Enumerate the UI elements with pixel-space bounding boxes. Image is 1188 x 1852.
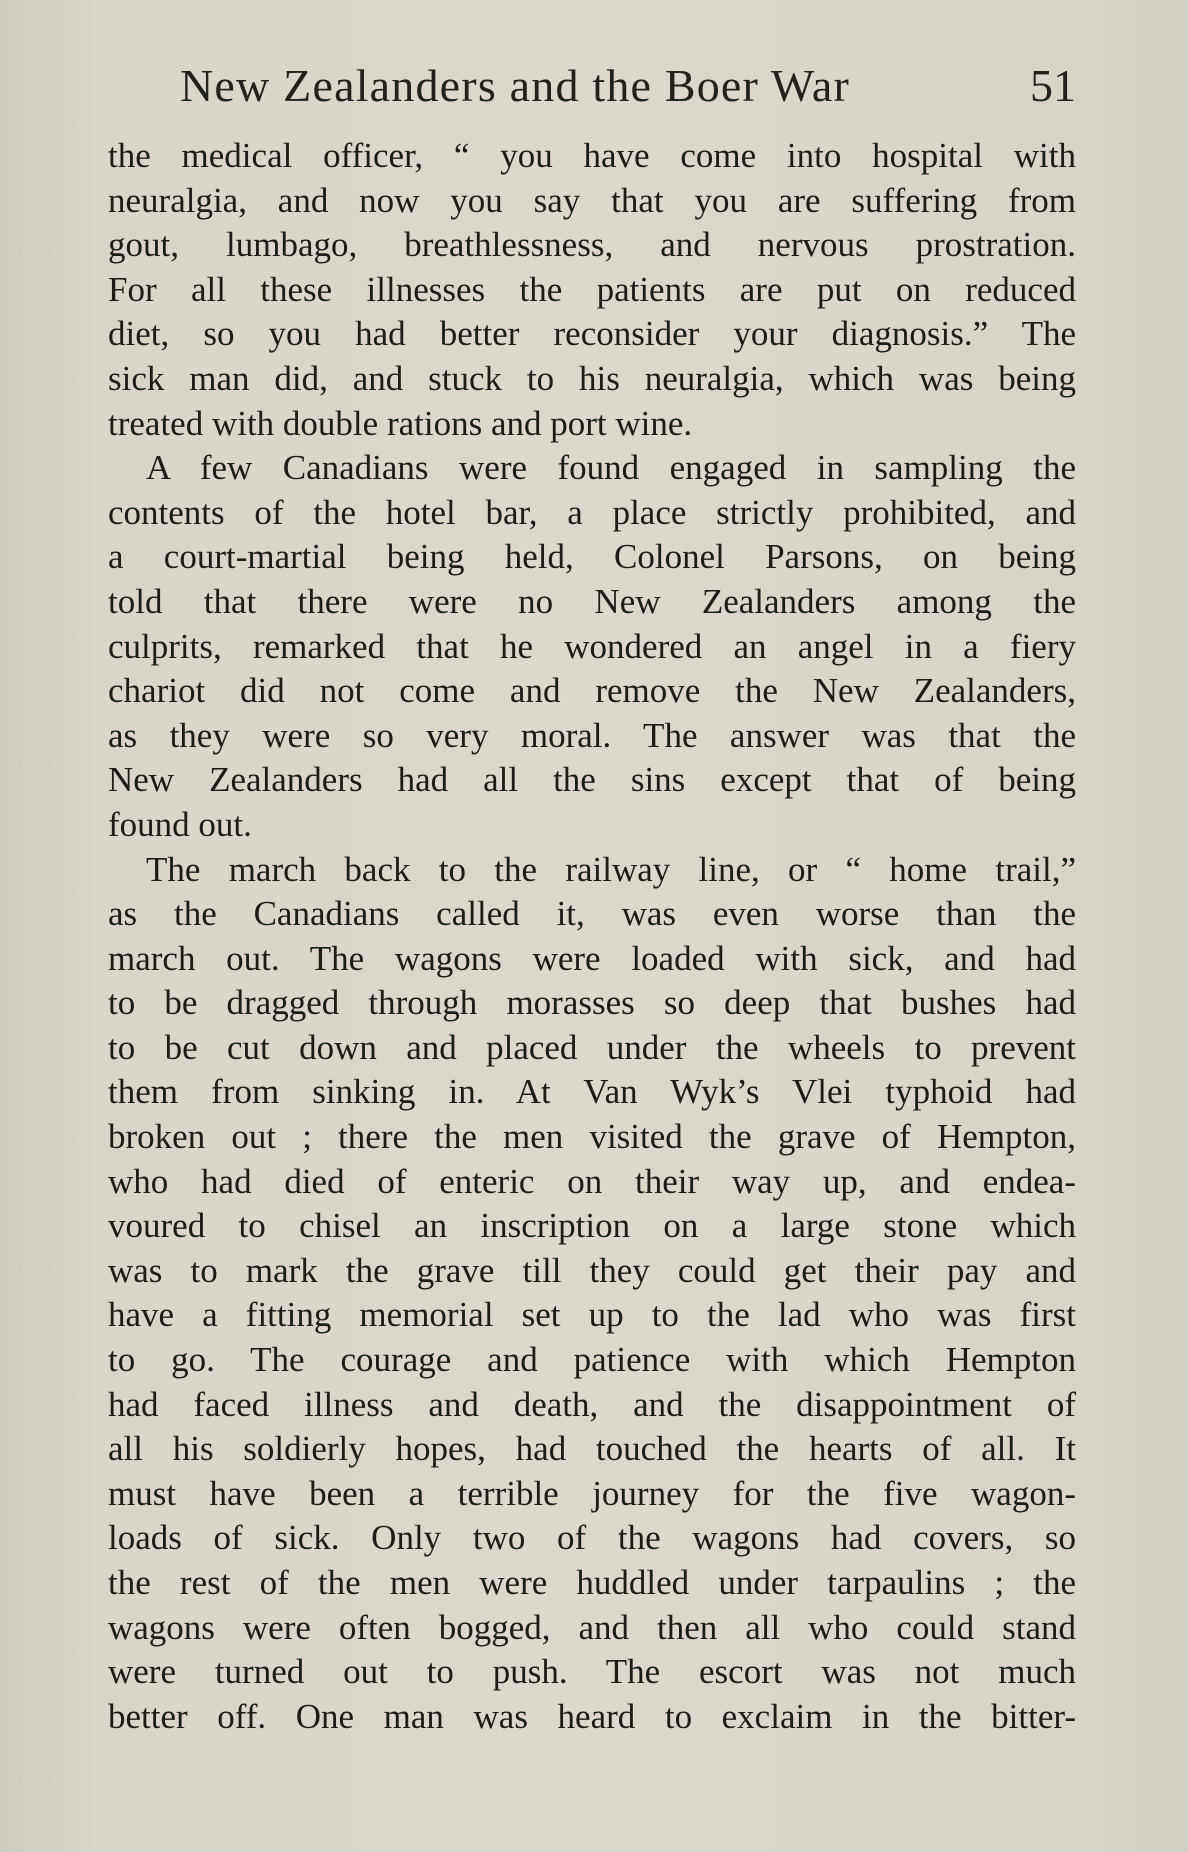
text-line: culprits, remarked that he wondered an angel in a fiery: [108, 626, 1076, 666]
text-line: chariot did not come and remove the New Zealanders,: [108, 671, 1076, 711]
text-line: A few Canadians were found engaged in sampling the: [146, 448, 1076, 488]
text-line: the medical officer, “ you have come into hospital with: [108, 136, 1076, 175]
text-line: a court-martial being held, Colonel Parsons, on being: [108, 537, 1076, 577]
text-line: The march back to the railway line, or “ home trail,”: [146, 849, 1076, 889]
text-line: the rest of the men were huddled under tarpaulins ; the: [108, 1563, 1076, 1602]
text-line: to be dragged through morasses so deep that bushes had: [108, 983, 1076, 1023]
text-line: have a fitting memorial set up to the lad who was first: [108, 1295, 1076, 1335]
text-line: neuralgia, and now you say that you are suffering from: [108, 180, 1076, 220]
text-line: loads of sick. Only two of the wagons had covers, so: [108, 1518, 1076, 1558]
body-text: [108, 134, 1076, 1739]
text-line: to be cut down and placed under the wheels to prevent: [108, 1027, 1076, 1067]
text-line: gout, lumbago, breathlessness, and nervous prostration.: [108, 225, 1076, 265]
text-line: as the Canadians called it, was even worse than the: [108, 894, 1076, 934]
text-line: broken out ; there the men visited the grave of Hempton,: [108, 1117, 1076, 1157]
text-line: found out.: [108, 804, 252, 844]
running-title: New Zealanders and the Boer War: [180, 60, 850, 111]
text-line: New Zealanders had all the sins except that of being: [108, 760, 1076, 800]
text-line: better off. One man was heard to exclaim in the bitter-: [108, 1696, 1076, 1736]
text-line: treated with double rations and port wine.: [108, 403, 693, 443]
text-line: diet, so you had better reconsider your diagnosis.” The: [108, 314, 1076, 354]
text-line: was to mark the grave till they could get their pay and: [108, 1250, 1076, 1290]
text-line: as they were so very moral. The answer was that the: [108, 715, 1076, 755]
text-line: voured to chisel an inscription on a large stone which: [108, 1206, 1076, 1246]
text-line: sick man did, and stuck to his neuralgia, which was being: [108, 358, 1076, 398]
text-line: wagons were often bogged, and then all who could stand: [108, 1607, 1076, 1647]
text-line: told that there were no New Zealanders among the: [108, 581, 1076, 621]
page-number: 51: [1030, 60, 1076, 111]
text-line: to go. The courage and patience with which Hempton: [108, 1340, 1076, 1380]
text-line: march out. The wagons were loaded with sick, and had: [108, 938, 1076, 978]
text-line: contents of the hotel bar, a place strictly prohibited, and: [108, 492, 1076, 532]
text-line: must have been a terrible journey for the five wagon-: [108, 1473, 1076, 1513]
text-line: all his soldierly hopes, had touched the hearts of all. It: [108, 1429, 1076, 1469]
text-line: were turned out to push. The escort was not much: [108, 1652, 1076, 1692]
text-line: For all these illnesses the patients are put on reduced: [108, 269, 1076, 309]
text-line: who had died of enteric on their way up, and endea-: [108, 1161, 1076, 1201]
text-line: them from sinking in. At Van Wyk’s Vlei typhoid had: [108, 1072, 1076, 1112]
text-line: had faced illness and death, and the disappointment of: [108, 1384, 1076, 1424]
running-head: [108, 58, 1076, 118]
